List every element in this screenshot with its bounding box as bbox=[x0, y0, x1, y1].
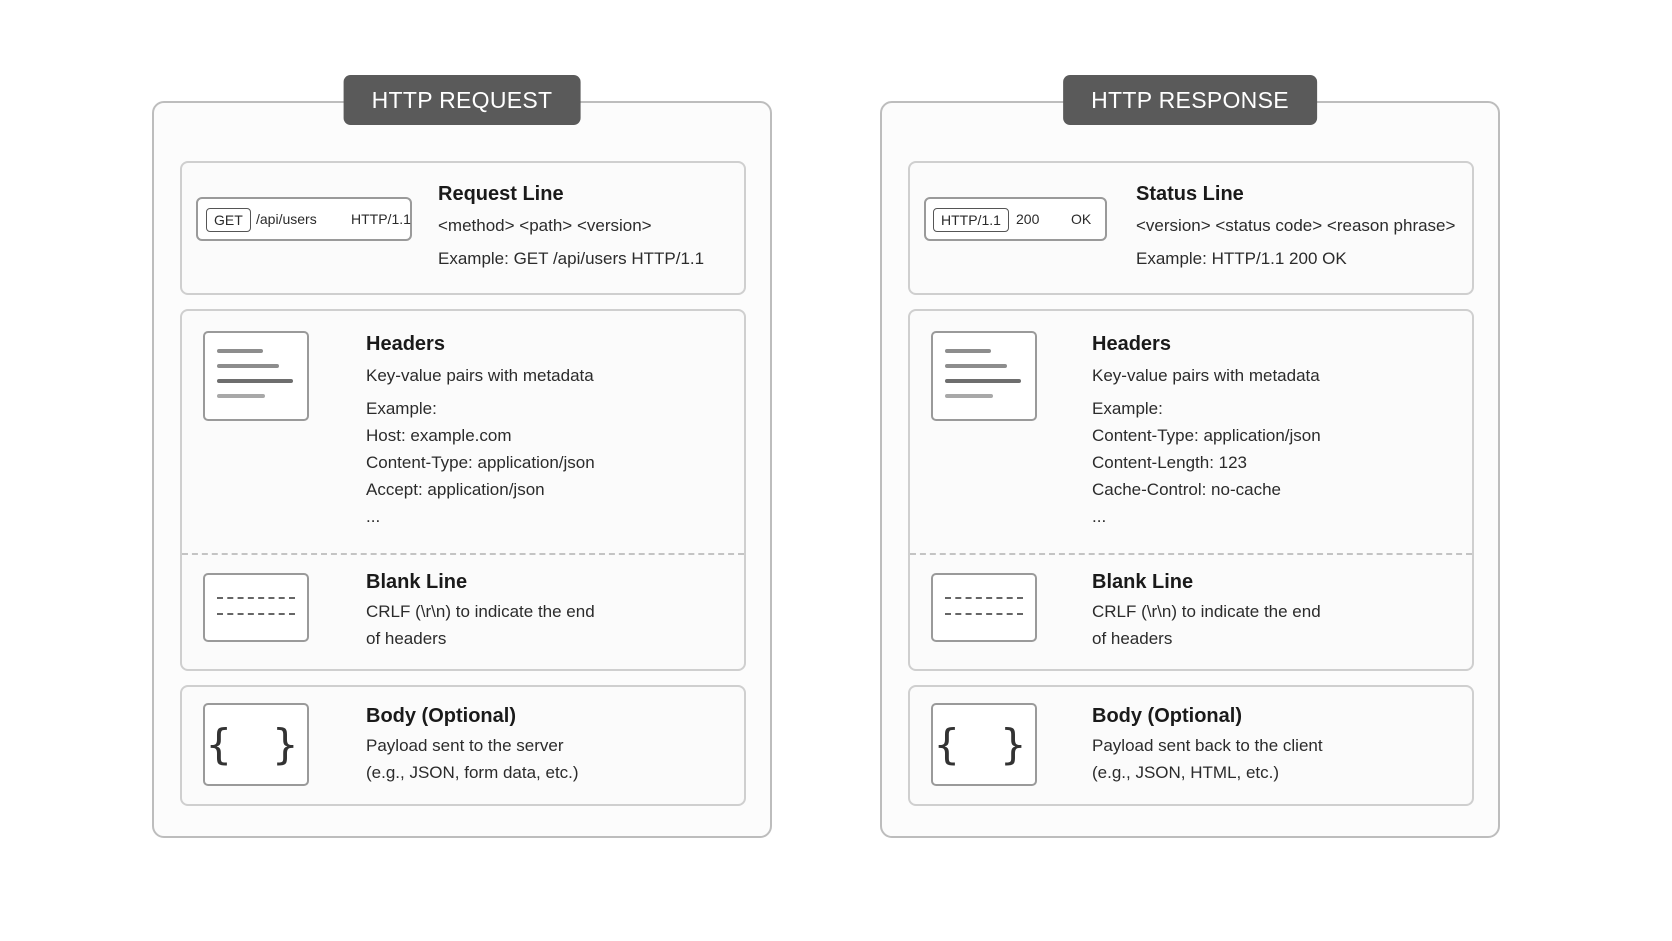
request-line-format: <method> <path> <version> bbox=[438, 216, 652, 235]
header-example-line: Accept: application/json bbox=[366, 480, 545, 499]
response-body-heading: Body (Optional) bbox=[1092, 705, 1242, 727]
response-blank-heading: Blank Line bbox=[1092, 571, 1194, 593]
blank-line-divider bbox=[182, 553, 744, 555]
response-blank-desc: CRLF (\r\n) to indicate the end bbox=[1092, 602, 1321, 621]
method-tag: GET bbox=[206, 208, 251, 232]
http-response-panel bbox=[880, 87, 1500, 838]
request-line-card bbox=[180, 161, 746, 295]
request-headers-heading: Headers bbox=[366, 333, 445, 355]
request-body-heading: Body (Optional) bbox=[366, 705, 516, 727]
sample-status-code: 200 bbox=[1016, 211, 1040, 227]
sample-path: /api/users bbox=[256, 211, 317, 227]
blank-line-divider bbox=[910, 553, 1472, 555]
response-blank-desc-cont: of headers bbox=[1092, 629, 1173, 648]
status-line-format: <version> <status code> <reason phrase> bbox=[1136, 216, 1456, 235]
request-headers-example-label: Example: bbox=[366, 399, 437, 418]
version-tag: HTTP/1.1 bbox=[933, 208, 1009, 232]
response-headers-heading: Headers bbox=[1092, 333, 1171, 355]
document-icon bbox=[931, 331, 1037, 421]
document-icon bbox=[203, 331, 309, 421]
sample-reason: OK bbox=[1071, 211, 1092, 227]
request-line-example: Example: GET /api/users HTTP/1.1 bbox=[438, 249, 705, 268]
header-example-ellipsis: ... bbox=[366, 507, 381, 526]
curly-braces-icon: { } bbox=[203, 703, 309, 786]
request-headers-desc: Key-value pairs with metadata bbox=[366, 366, 594, 385]
request-body-desc: Payload sent to the server bbox=[366, 736, 564, 755]
response-headers-example-label: Example: bbox=[1092, 399, 1163, 418]
blank-line-icon bbox=[203, 573, 309, 642]
header-example-line: Content-Type: application/json bbox=[366, 453, 595, 472]
response-body-card bbox=[908, 685, 1474, 806]
http-request-panel bbox=[152, 87, 772, 838]
request-line-sample bbox=[196, 197, 412, 241]
request-body-card bbox=[180, 685, 746, 806]
request-blank-desc: CRLF (\r\n) to indicate the end bbox=[366, 602, 595, 621]
response-body-desc: Payload sent back to the client bbox=[1092, 736, 1323, 755]
response-headers-desc: Key-value pairs with metadata bbox=[1092, 366, 1320, 385]
response-headers-card bbox=[908, 309, 1474, 671]
request-blank-desc-cont: of headers bbox=[366, 629, 447, 648]
header-example-line: Cache-Control: no-cache bbox=[1092, 480, 1281, 499]
status-line-sample bbox=[924, 197, 1107, 241]
curly-braces-icon: { } bbox=[931, 703, 1037, 786]
request-blank-heading: Blank Line bbox=[366, 571, 468, 593]
status-line-card bbox=[908, 161, 1474, 295]
header-example-line: Host: example.com bbox=[366, 426, 512, 445]
status-line-example: Example: HTTP/1.1 200 OK bbox=[1136, 249, 1347, 268]
response-panel-title: HTTP RESPONSE bbox=[1063, 75, 1317, 125]
header-example-line: Content-Length: 123 bbox=[1092, 453, 1248, 472]
status-line-heading: Status Line bbox=[1136, 183, 1244, 205]
response-body-desc-cont: (e.g., JSON, HTML, etc.) bbox=[1092, 763, 1280, 782]
sample-version: HTTP/1.1 bbox=[351, 211, 411, 227]
request-body-desc-cont: (e.g., JSON, form data, etc.) bbox=[366, 763, 579, 782]
header-example-ellipsis: ... bbox=[1092, 507, 1107, 526]
request-line-heading: Request Line bbox=[438, 183, 564, 205]
header-example-line: Content-Type: application/json bbox=[1092, 426, 1321, 445]
request-panel-title: HTTP REQUEST bbox=[344, 75, 581, 125]
blank-line-icon bbox=[931, 573, 1037, 642]
request-headers-card bbox=[180, 309, 746, 671]
